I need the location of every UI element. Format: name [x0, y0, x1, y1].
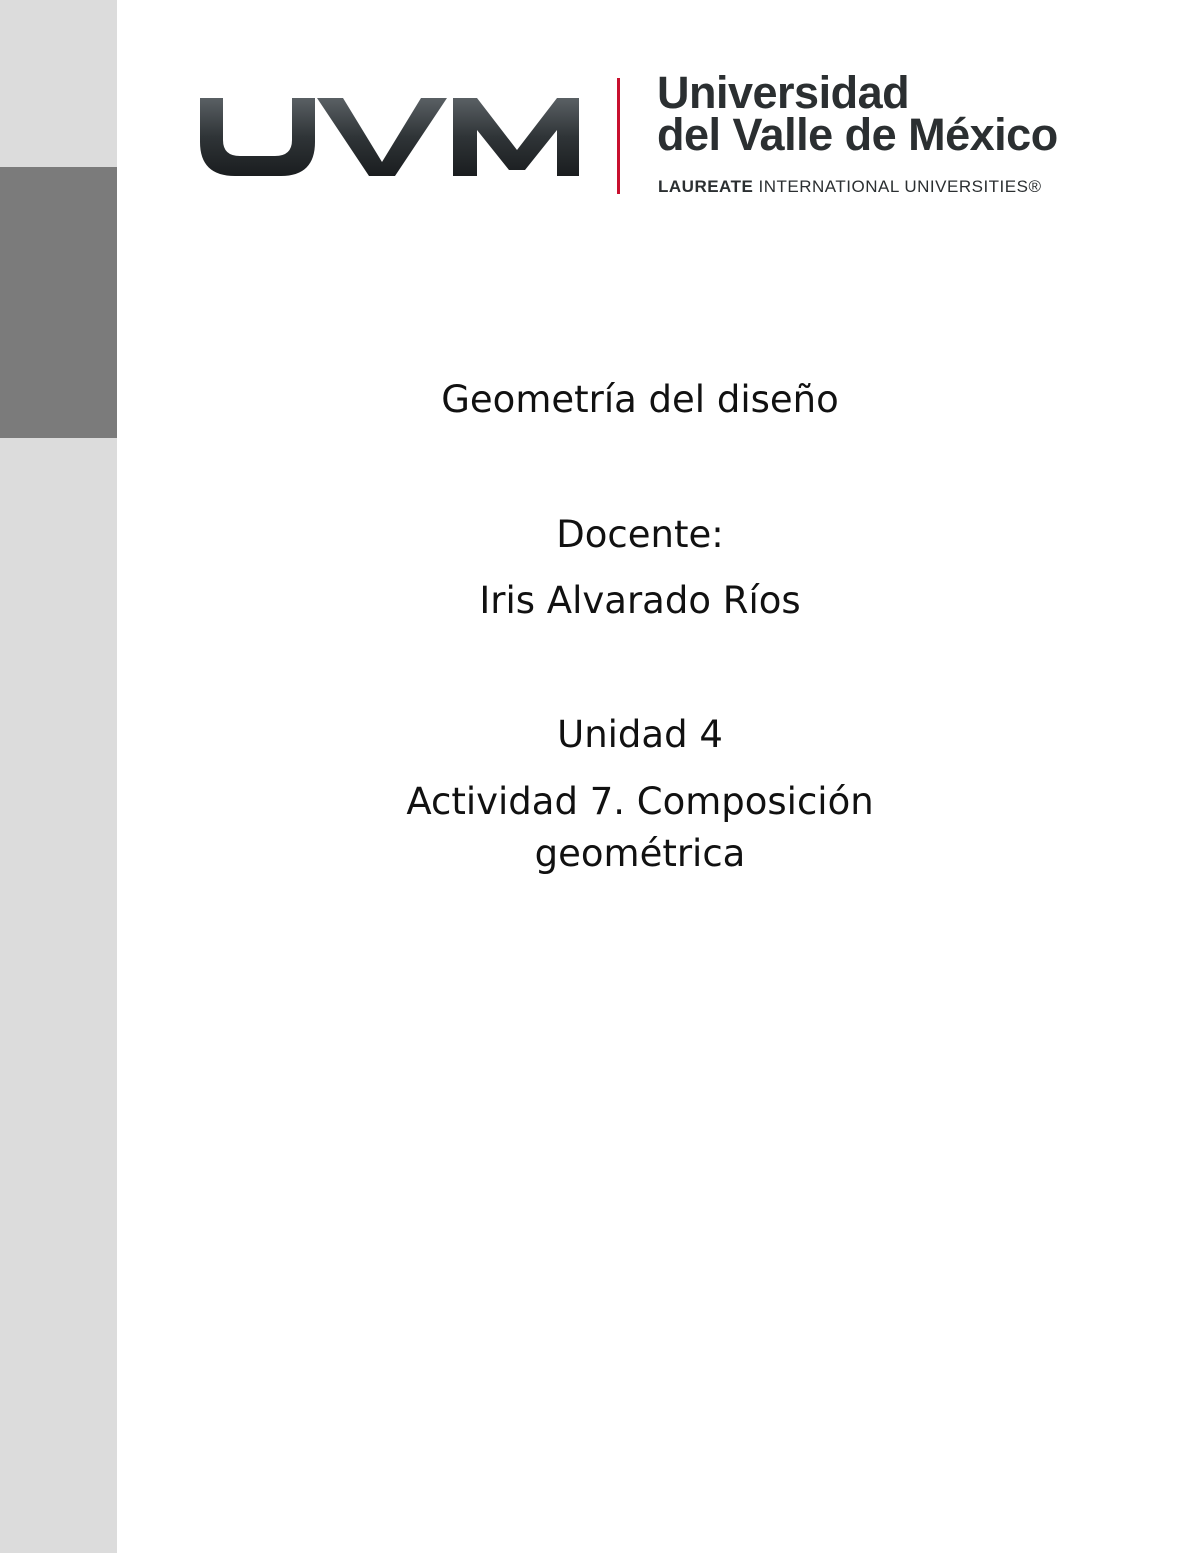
unit-label: Unidad 4 [557, 713, 723, 756]
university-name [657, 67, 1058, 160]
university-name-line2: del Valle de México [657, 109, 1058, 160]
course-title: Geometría del diseño [441, 378, 839, 421]
teacher-label: Docente: [556, 513, 724, 556]
uvm-logo-mark [195, 90, 585, 180]
activity-title: Actividad 7. Composición geométrica [406, 780, 874, 875]
laureate-rest: INTERNATIONAL UNIVERSITIES® [758, 177, 1042, 196]
logo-divider [617, 78, 620, 194]
teacher-name: Iris Alvarado Ríos [479, 579, 801, 622]
laureate-tagline [658, 177, 1041, 197]
side-block [0, 167, 117, 438]
uvm-logo [195, 67, 1155, 205]
laureate-word: LAUREATE [658, 177, 754, 196]
university-name-line1: Universidad [657, 67, 910, 118]
